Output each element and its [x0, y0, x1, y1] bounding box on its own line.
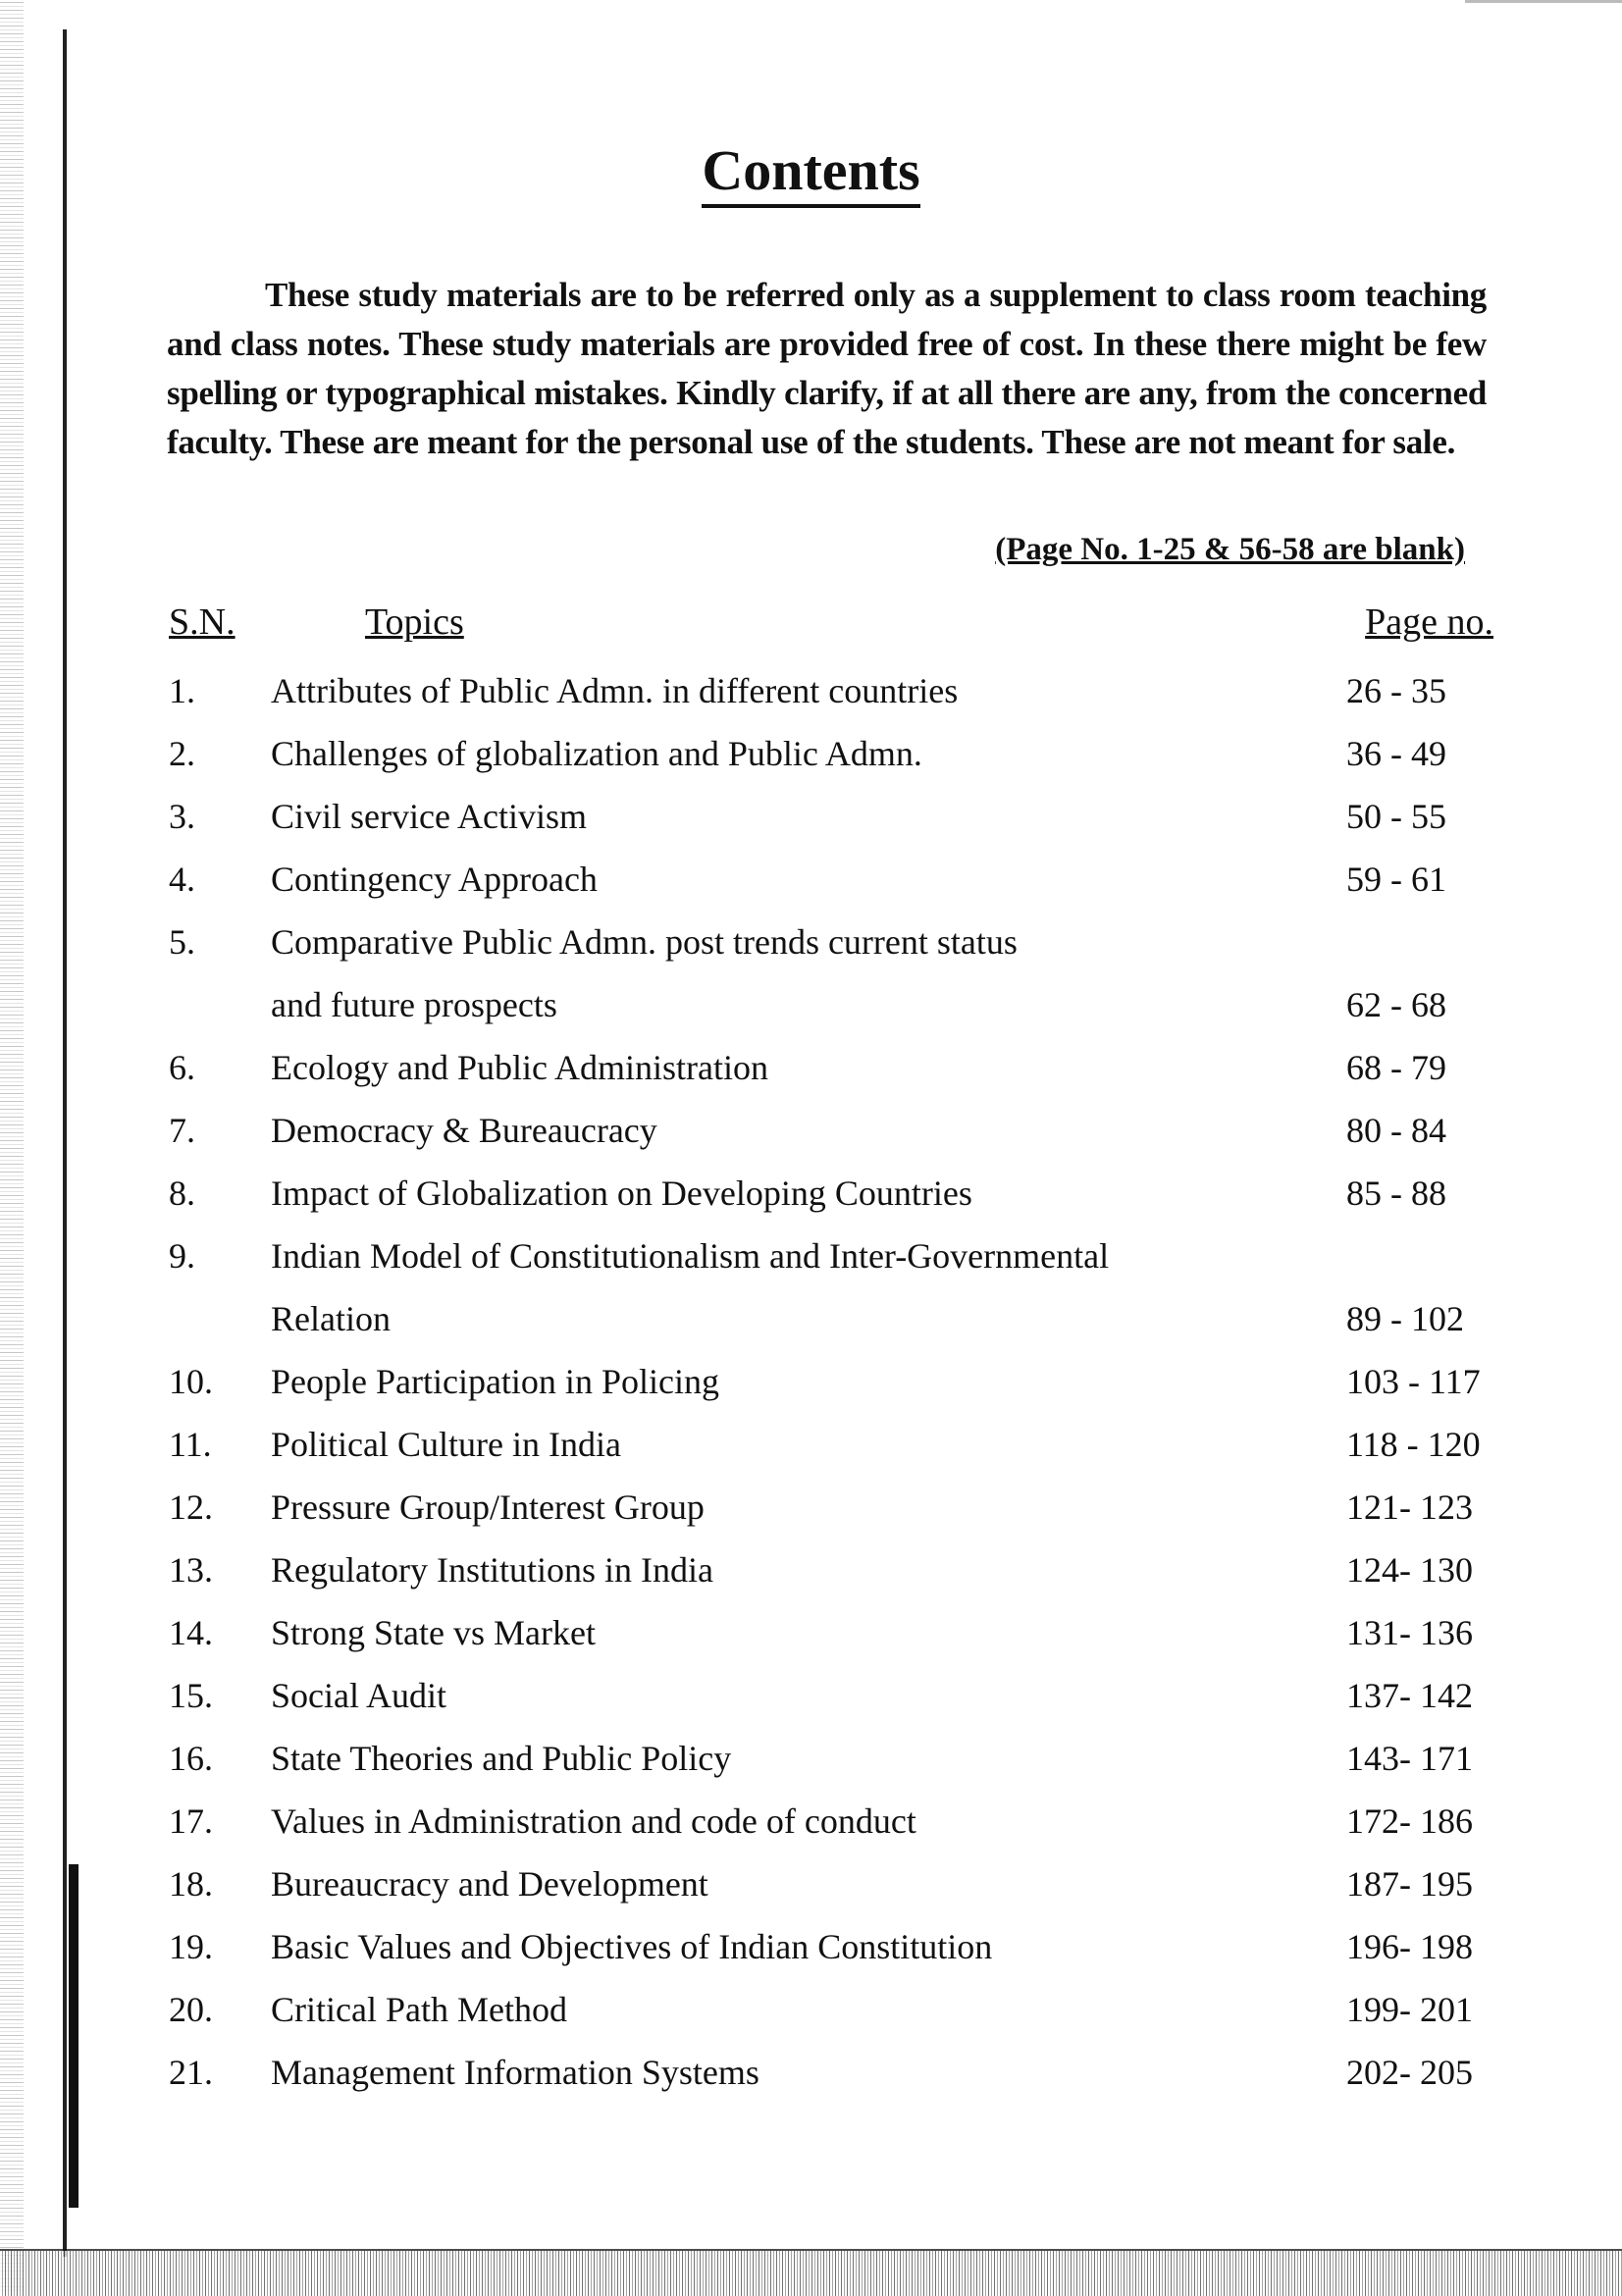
entry-page-range: 26 - 35: [1346, 671, 1446, 710]
entry-topic: [271, 1350, 1252, 1413]
toc-entry: [169, 911, 1503, 1036]
entry-topic: [271, 722, 1252, 785]
entry-topic: [271, 1915, 1252, 1978]
scan-edge-top: [1465, 0, 1622, 3]
toc-entry: [169, 785, 1503, 848]
entry-number: 5.: [169, 922, 195, 962]
entry-page-range: 131- 136: [1346, 1613, 1473, 1652]
entry-topic-line: Values in Administration and code of conduct: [271, 1801, 916, 1841]
entry-topic-line: Ecology and Public Administration: [271, 1048, 768, 1087]
entry-page-range: 137- 142: [1346, 1676, 1473, 1715]
entry-number: 14.: [169, 1613, 213, 1652]
toc-entry: [169, 722, 1503, 785]
title-text: Contents: [702, 138, 919, 208]
entry-topic-line: People Participation in Policing: [271, 1362, 719, 1401]
scan-edge-left: [0, 0, 24, 2294]
entry-topic: [271, 1539, 1252, 1601]
entry-page-range: 121- 123: [1346, 1487, 1473, 1527]
entry-number: 11.: [169, 1425, 212, 1464]
entry-number: 6.: [169, 1048, 195, 1087]
entry-number: 2.: [169, 734, 195, 773]
entry-number: 12.: [169, 1487, 213, 1527]
toc-entry: [169, 1852, 1503, 1915]
header-topics: Topics: [365, 601, 464, 643]
entry-page-range: 68 - 79: [1346, 1048, 1446, 1087]
entry-page-range: 59 - 61: [1346, 860, 1446, 899]
entry-number: 16.: [169, 1739, 213, 1778]
toc-entry: [169, 1099, 1503, 1162]
entry-topic-line: Democracy & Bureaucracy: [271, 1111, 657, 1150]
toc-entry: [169, 1539, 1503, 1601]
entry-topic: [271, 2041, 1252, 2104]
entry-topic: [271, 1413, 1252, 1476]
entry-number: 20.: [169, 1990, 213, 2029]
entry-page-range: 187- 195: [1346, 1864, 1473, 1904]
entry-topic-continuation: and future prospects: [271, 985, 557, 1024]
entry-topic-line: Bureaucracy and Development: [271, 1864, 708, 1904]
entry-topic-line: Challenges of globalization and Public Admn.: [271, 734, 922, 773]
entry-page-range: 118 - 120: [1346, 1425, 1481, 1464]
toc-entry: [169, 1978, 1503, 2041]
entry-topic-line: Basic Values and Objectives of Indian Constitution: [271, 1927, 993, 1966]
entry-topic: [271, 1162, 1252, 1225]
binding-shadow: [63, 29, 67, 2257]
binding-shadow-dark: [69, 1864, 78, 2208]
header-sn: S.N.: [169, 601, 235, 643]
entry-number: 13.: [169, 1550, 213, 1590]
entry-page-range: 50 - 55: [1346, 797, 1446, 836]
entry-number: 18.: [169, 1864, 213, 1904]
entry-number: 8.: [169, 1174, 195, 1213]
toc-entry: [169, 659, 1503, 722]
entry-topic-line: Strong State vs Market: [271, 1613, 596, 1652]
intro-text: These study materials are to be referred only as a supplement to class room teaching and class notes. These study materials are provided free of cost. In these there might be few spelling or typographical mistakes. Kindly clarify, if at all there are any, from the concerned faculty. These are meant for the personal use of the students. These are not meant for sale.: [167, 276, 1487, 461]
entry-number: 4.: [169, 860, 195, 899]
blank-pages-note: (Page No. 1-25 & 56-58 are blank): [995, 532, 1465, 567]
entry-topic: [271, 911, 1252, 1036]
entry-topic: [271, 1727, 1252, 1790]
toc-list: [169, 659, 1503, 2104]
entry-page-range: 199- 201: [1346, 1990, 1473, 2029]
entry-number: 10.: [169, 1362, 213, 1401]
entry-topic: [271, 1664, 1252, 1727]
entry-page-range: 124- 130: [1346, 1550, 1473, 1590]
toc-entry: [169, 1350, 1503, 1413]
entry-number: 19.: [169, 1927, 213, 1966]
entry-topic-line: Impact of Globalization on Developing Countries: [271, 1174, 972, 1213]
entry-topic: [271, 1601, 1252, 1664]
toc-entry: [169, 1915, 1503, 1978]
entry-number: 7.: [169, 1111, 195, 1150]
page-title: [0, 137, 1622, 203]
entry-topic-continuation: Relation: [271, 1299, 391, 1338]
entry-page-range: 36 - 49: [1346, 734, 1446, 773]
entry-topic-line: Contingency Approach: [271, 860, 598, 899]
entry-number: 17.: [169, 1801, 213, 1841]
entry-number: 21.: [169, 2053, 213, 2092]
entry-topic: [271, 1476, 1252, 1539]
entry-topic-line: Civil service Activism: [271, 797, 587, 836]
entry-topic: [271, 785, 1252, 848]
toc-entry: [169, 1225, 1503, 1350]
header-page-no: Page no.: [1365, 601, 1493, 643]
entry-topic: [271, 1790, 1252, 1852]
entry-topic: [271, 1852, 1252, 1915]
toc-entry: [169, 1790, 1503, 1852]
entry-topic-line: State Theories and Public Policy: [271, 1739, 732, 1778]
entry-topic: [271, 1036, 1252, 1099]
toc-entry: [169, 1413, 1503, 1476]
intro-paragraph: [167, 271, 1487, 467]
toc-entry: [169, 2041, 1503, 2104]
entry-topic-line: Political Culture in India: [271, 1425, 621, 1464]
toc-entry: [169, 848, 1503, 911]
entry-topic-line: Pressure Group/Interest Group: [271, 1487, 705, 1527]
entry-number: 1.: [169, 671, 195, 710]
entry-topic-line: Regulatory Institutions in India: [271, 1550, 713, 1590]
entry-number: 9.: [169, 1236, 195, 1276]
entry-topic-line: Social Audit: [271, 1676, 446, 1715]
entry-page-range: 103 - 117: [1346, 1362, 1481, 1401]
entry-page-range: 62 - 68: [1346, 985, 1446, 1024]
entry-topic: [271, 1978, 1252, 2041]
toc-entry: [169, 1476, 1503, 1539]
entry-number: 15.: [169, 1676, 213, 1715]
toc-header: [169, 600, 1493, 650]
entry-page-range: 80 - 84: [1346, 1111, 1446, 1150]
toc-entry: [169, 1664, 1503, 1727]
entry-page-range: 85 - 88: [1346, 1174, 1446, 1213]
toc-entry: [169, 1727, 1503, 1790]
entry-page-range: 89 - 102: [1346, 1299, 1464, 1338]
scan-edge-bottom: [0, 2249, 1622, 2296]
entry-topic-line: Indian Model of Constitutionalism and Inter-Governmental: [271, 1236, 1110, 1276]
entry-page-range: 196- 198: [1346, 1927, 1473, 1966]
entry-topic: [271, 1099, 1252, 1162]
entry-topic-line: Management Information Systems: [271, 2053, 759, 2092]
entry-page-range: 143- 171: [1346, 1739, 1473, 1778]
entry-number: 3.: [169, 797, 195, 836]
toc-entry: [169, 1601, 1503, 1664]
entry-topic-line: Comparative Public Admn. post trends current status: [271, 922, 1018, 962]
entry-topic: [271, 848, 1252, 911]
toc-entry: [169, 1162, 1503, 1225]
entry-page-range: 202- 205: [1346, 2053, 1473, 2092]
entry-topic-line: Critical Path Method: [271, 1990, 567, 2029]
entry-topic: [271, 1225, 1252, 1350]
entry-page-range: 172- 186: [1346, 1801, 1473, 1841]
entry-topic: [271, 659, 1252, 722]
entry-topic-line: Attributes of Public Admn. in different countries: [271, 671, 959, 710]
toc-entry: [169, 1036, 1503, 1099]
